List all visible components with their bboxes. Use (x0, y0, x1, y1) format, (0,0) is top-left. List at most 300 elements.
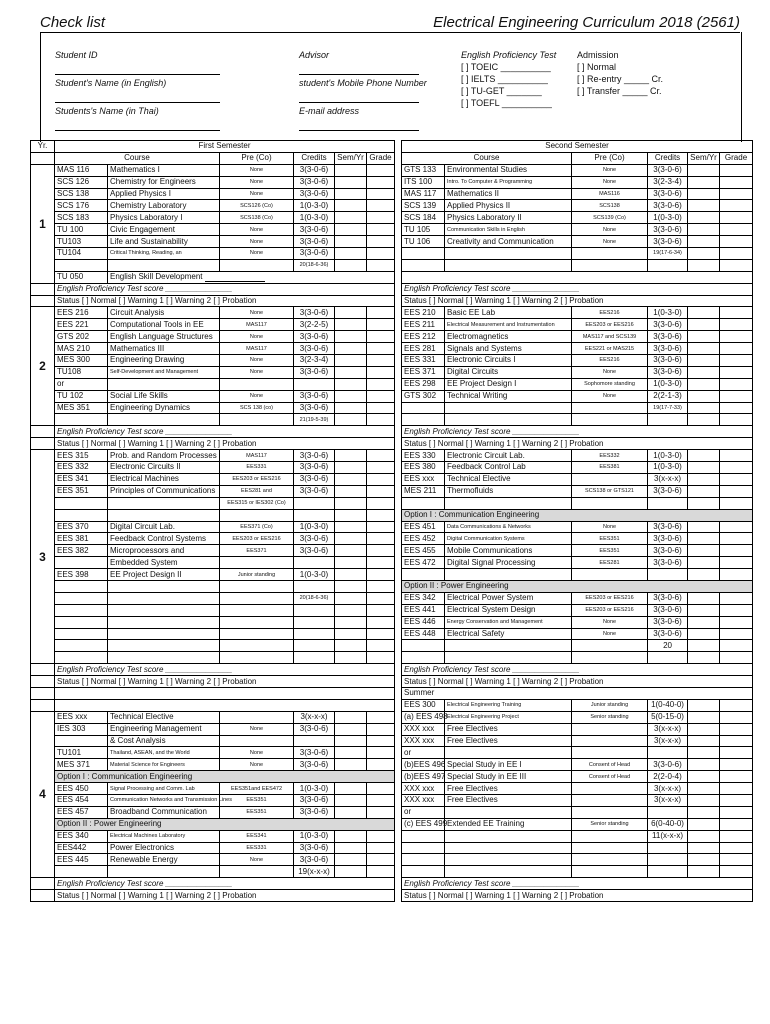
first-prerequisite: MAS117 (220, 319, 294, 331)
first-sem-yr-cell[interactable] (335, 176, 367, 188)
second-grade-cell[interactable] (720, 533, 753, 545)
second-prerequisite: None (572, 224, 648, 236)
first-sem-yr-cell[interactable] (335, 735, 367, 747)
advisor-line[interactable] (299, 74, 419, 75)
second-grade-cell[interactable] (720, 200, 753, 212)
second-course-name: Special Study in EE III (445, 771, 572, 783)
first-grade-cell[interactable] (367, 462, 395, 474)
second-grade-cell[interactable] (720, 497, 753, 509)
second-prerequisite (572, 866, 648, 878)
second-course-code: EES 300 (402, 699, 445, 711)
first-grade-cell[interactable] (367, 473, 395, 485)
second-grade-cell[interactable] (720, 402, 753, 414)
first-sem-yr-cell[interactable] (335, 212, 367, 224)
first-grade-cell[interactable] (367, 402, 395, 414)
second-sem-yr-cell[interactable] (688, 759, 720, 771)
status-checkboxes[interactable]: Status [ ] Normal [ ] Warning 1 [ ] Warning 2 [ ] Probation (402, 890, 753, 902)
first-grade-cell[interactable] (367, 200, 395, 212)
second-sem-yr-cell[interactable] (688, 200, 720, 212)
first-grade-cell[interactable] (367, 794, 395, 806)
admission-reentry-checkbox[interactable]: [ ] Re-entry _____ Cr. (577, 74, 664, 84)
second-course-name: Electrical Engineering Project (445, 711, 572, 723)
second-grade-cell[interactable] (720, 604, 753, 616)
second-sem-yr-cell[interactable] (688, 164, 720, 176)
first-grade-cell[interactable] (367, 343, 395, 355)
status-checkboxes[interactable]: Status [ ] Normal [ ] Warning 1 [ ] Warning 2 [ ] Probation (402, 295, 753, 307)
second-sem-yr-cell[interactable] (688, 806, 720, 818)
first-course-name (108, 640, 220, 652)
curriculum-table (30, 140, 753, 902)
second-course-name (445, 747, 572, 759)
first-grade-cell[interactable] (367, 390, 395, 402)
second-grade-cell[interactable] (720, 759, 753, 771)
year-1-label: 1 (31, 164, 55, 283)
second-grade-cell[interactable] (720, 699, 753, 711)
first-sem-yr-cell[interactable] (335, 557, 367, 569)
second-grade-cell[interactable] (720, 188, 753, 200)
first-grade-cell[interactable] (367, 521, 395, 533)
first-prerequisite: EES203 or EES216 (220, 473, 294, 485)
first-sem-yr-cell[interactable] (335, 259, 367, 271)
first-sem-yr-cell[interactable] (335, 521, 367, 533)
second-course-code: MAS 117 (402, 188, 445, 200)
admission-normal-checkbox[interactable]: [ ] Normal (577, 62, 617, 72)
second-course-code: EES 211 (402, 319, 445, 331)
first-grade-cell[interactable] (367, 759, 395, 771)
second-grade-cell[interactable] (720, 723, 753, 735)
course-row (31, 200, 753, 212)
email-line[interactable] (299, 130, 419, 131)
second-sem-yr-cell[interactable] (688, 533, 720, 545)
first-sem-yr-cell[interactable] (335, 806, 367, 818)
first-sem-yr-cell[interactable] (335, 366, 367, 378)
second-grade-cell[interactable] (720, 164, 753, 176)
first-credits: 1(0-3-0) (294, 830, 335, 842)
first-sem-yr-cell[interactable] (335, 319, 367, 331)
first-sem-yr-cell[interactable] (335, 307, 367, 319)
first-sem-yr-cell[interactable] (335, 569, 367, 581)
first-sem-yr-cell[interactable] (335, 759, 367, 771)
first-grade-cell[interactable] (367, 307, 395, 319)
first-grade-cell[interactable] (367, 711, 395, 723)
second-course-name: Applied Physics II (445, 200, 572, 212)
admission-transfer-checkbox[interactable]: [ ] Transfer _____ Cr. (577, 86, 662, 96)
first-sem-yr-cell[interactable] (335, 628, 367, 640)
first-sem-yr-cell[interactable] (335, 224, 367, 236)
second-sem-yr-cell[interactable] (688, 628, 720, 640)
first-grade-cell[interactable] (367, 176, 395, 188)
second-prerequisite (572, 402, 648, 414)
first-grade-cell[interactable] (367, 842, 395, 854)
first-course-code: TU104 (55, 248, 108, 260)
second-grade-cell[interactable] (720, 830, 753, 842)
first-sem-yr-cell[interactable] (335, 485, 367, 497)
second-sem-yr-cell[interactable] (688, 462, 720, 474)
student-id-line[interactable] (55, 74, 220, 75)
ept-score-line[interactable]: English Proficiency Test score _______________ (55, 878, 395, 890)
first-prerequisite: EES331 (220, 462, 294, 474)
yr-subheader (31, 152, 55, 164)
first-course-code: EES 315 (55, 450, 108, 462)
second-grade-cell[interactable] (720, 224, 753, 236)
second-sem-yr-cell[interactable] (688, 390, 720, 402)
name-en-line[interactable] (55, 102, 220, 103)
first-sem-yr-cell[interactable] (335, 652, 367, 664)
second-grade-cell[interactable] (720, 473, 753, 485)
second-grade-cell[interactable] (720, 176, 753, 188)
first-grade-cell[interactable] (367, 557, 395, 569)
second-sem-yr-cell[interactable] (688, 224, 720, 236)
first-course-name: Electrical Machines (108, 473, 220, 485)
first-course-code (55, 866, 108, 878)
second-grade-cell[interactable] (720, 783, 753, 795)
first-prerequisite: EES351 (220, 806, 294, 818)
second-prerequisite (572, 794, 648, 806)
first-sem-yr-cell[interactable] (335, 533, 367, 545)
first-sem-yr-cell[interactable] (335, 200, 367, 212)
second-grade-cell[interactable] (720, 616, 753, 628)
second-sem-yr-cell[interactable] (688, 212, 720, 224)
first-grade-cell[interactable] (367, 509, 395, 521)
second-course-code (402, 259, 445, 271)
first-sem-yr-cell[interactable] (335, 164, 367, 176)
second-sem-yr-cell[interactable] (688, 640, 720, 652)
second-grade-cell[interactable] (720, 307, 753, 319)
second-credits (648, 652, 688, 664)
first-prerequisite: None (220, 248, 294, 260)
first-grade-cell[interactable] (367, 592, 395, 604)
toeic-checkbox[interactable]: [ ] TOEIC __________ (461, 62, 551, 72)
course-row (31, 759, 753, 771)
second-sem-yr-cell[interactable] (688, 307, 720, 319)
ept-score-line[interactable]: English Proficiency Test score _______________ (402, 426, 753, 438)
first-grade-cell[interactable] (367, 188, 395, 200)
first-prerequisite (220, 735, 294, 747)
second-course-code: EES 380 (402, 462, 445, 474)
first-grade-cell[interactable] (367, 854, 395, 866)
second-sem-yr-cell[interactable] (688, 604, 720, 616)
second-sem-yr-cell[interactable] (688, 497, 720, 509)
second-grade-cell[interactable] (720, 236, 753, 248)
second-grade-cell[interactable] (720, 628, 753, 640)
first-grade-cell[interactable] (367, 331, 395, 343)
second-grade-cell[interactable] (720, 842, 753, 854)
second-grade-cell[interactable] (720, 521, 753, 533)
first-course-name: English Language Structures (108, 331, 220, 343)
first-grade-cell[interactable] (367, 747, 395, 759)
second-grade-cell[interactable] (720, 319, 753, 331)
first-grade-cell[interactable] (367, 355, 395, 367)
first-sem-yr-cell[interactable] (335, 830, 367, 842)
second-sem-yr-cell[interactable] (688, 842, 720, 854)
first-grade-cell[interactable] (367, 723, 395, 735)
second-credits (648, 497, 688, 509)
second-grade-cell[interactable] (720, 854, 753, 866)
second-prerequisite: None (572, 628, 648, 640)
second-grade-cell[interactable] (720, 652, 753, 664)
second-grade-cell[interactable] (720, 806, 753, 818)
second-sem-yr-cell[interactable] (688, 866, 720, 878)
second-grade-cell[interactable] (720, 794, 753, 806)
first-grade-cell[interactable] (367, 378, 395, 390)
status-checkboxes[interactable]: Status [ ] Normal [ ] Warning 1 [ ] Warning 2 [ ] Probation (55, 438, 395, 450)
toefl-checkbox[interactable]: [ ] TOEFL __________ (461, 98, 552, 108)
second-sem-yr-cell[interactable] (688, 378, 720, 390)
second-sem-yr-cell[interactable] (688, 485, 720, 497)
second-grade-cell[interactable] (720, 747, 753, 759)
second-sem-yr-cell[interactable] (688, 176, 720, 188)
second-grade-cell[interactable] (720, 343, 753, 355)
first-course-name (108, 497, 220, 509)
first-sem-yr-cell[interactable] (335, 842, 367, 854)
course-row (31, 378, 753, 390)
first-sem-yr-cell[interactable] (335, 188, 367, 200)
first-grade-cell[interactable] (367, 164, 395, 176)
first-sem-yr-cell[interactable] (335, 378, 367, 390)
second-grade-cell[interactable] (720, 592, 753, 604)
first-sem-yr-cell[interactable] (335, 747, 367, 759)
second-course-code (402, 402, 445, 414)
second-grade-cell[interactable] (720, 866, 753, 878)
second-sem-yr-cell[interactable] (688, 402, 720, 414)
first-grade-cell[interactable] (367, 652, 395, 664)
first-sem-yr-cell[interactable] (335, 402, 367, 414)
second-sem-yr-cell[interactable] (688, 569, 720, 581)
second-course-name: Digital Communication Systems (445, 533, 572, 545)
status-checkboxes[interactable]: Status [ ] Normal [ ] Warning 1 [ ] Warning 2 [ ] Probation (55, 890, 395, 902)
second-prerequisite (572, 640, 648, 652)
status-checkboxes[interactable]: Status [ ] Normal [ ] Warning 1 [ ] Warning 2 [ ] Probation (55, 676, 395, 688)
first-sem-yr-cell[interactable] (335, 545, 367, 557)
second-sem-yr-cell[interactable] (688, 783, 720, 795)
tuget-checkbox[interactable]: [ ] TU-GET _______ (461, 86, 542, 96)
first-sem-yr-cell[interactable] (335, 450, 367, 462)
first-sem-yr-cell[interactable] (335, 462, 367, 474)
status-checkboxes[interactable]: Status [ ] Normal [ ] Warning 1 [ ] Warning 2 [ ] Probation (55, 295, 395, 307)
second-sem-yr-cell[interactable] (688, 319, 720, 331)
second-credits: 1(0-3-0) (648, 450, 688, 462)
first-sem-yr-cell[interactable] (335, 592, 367, 604)
second-grade-cell[interactable] (720, 640, 753, 652)
second-grade-cell[interactable] (720, 569, 753, 581)
second-sem-yr-cell[interactable] (688, 723, 720, 735)
ept-score-line[interactable]: English Proficiency Test score _______________ (55, 283, 395, 295)
second-sem-yr-cell[interactable] (688, 854, 720, 866)
mobile-line[interactable] (299, 102, 419, 103)
status-checkboxes[interactable]: Status [ ] Normal [ ] Warning 1 [ ] Warning 2 [ ] Probation (402, 438, 753, 450)
second-sem-yr-cell[interactable] (688, 521, 720, 533)
second-sem-yr-cell[interactable] (688, 771, 720, 783)
second-grade-cell[interactable] (720, 771, 753, 783)
first-course-name: Civic Engagement (108, 224, 220, 236)
first-sem-yr-cell[interactable] (335, 866, 367, 878)
first-grade-cell[interactable] (367, 366, 395, 378)
second-sem-yr-cell[interactable] (688, 450, 720, 462)
first-prerequisite: EES371 (Co) (220, 521, 294, 533)
second-sem-yr-cell[interactable] (688, 248, 720, 260)
second-sem-yr-cell[interactable] (688, 747, 720, 759)
ept-score-line[interactable]: English Proficiency Test score _______________ (402, 878, 753, 890)
second-sem-yr-cell[interactable] (688, 616, 720, 628)
first-prerequisite (220, 580, 294, 592)
first-grade-cell[interactable] (367, 497, 395, 509)
ielts-checkbox[interactable]: [ ] IELTS __________ (461, 74, 548, 84)
second-sem-yr-cell[interactable] (688, 366, 720, 378)
second-grade-cell[interactable] (720, 355, 753, 367)
second-sem-yr-cell[interactable] (688, 652, 720, 664)
first-sem-yr-cell[interactable] (335, 236, 367, 248)
second-grade-cell[interactable] (720, 212, 753, 224)
second-credits: 3(3-0-6) (648, 604, 688, 616)
course-row (31, 509, 753, 521)
first-grade-cell[interactable] (367, 414, 395, 426)
second-prerequisite: Consent of Head (572, 759, 648, 771)
first-sem-yr-cell[interactable] (335, 497, 367, 509)
second-course-code (402, 830, 445, 842)
second-grade-cell[interactable] (720, 711, 753, 723)
first-course-name: Material Science for Engineers (108, 759, 220, 771)
first-credits: 3(3-0-6) (294, 462, 335, 474)
second-credits: 3(3-0-6) (648, 236, 688, 248)
second-grade-cell[interactable] (720, 735, 753, 747)
second-sem-yr-cell[interactable] (688, 794, 720, 806)
first-credits: 1(0-3-0) (294, 521, 335, 533)
second-grade-cell[interactable] (720, 450, 753, 462)
first-grade-cell[interactable] (367, 806, 395, 818)
first-grade-cell[interactable] (367, 569, 395, 581)
second-grade-cell[interactable] (720, 366, 753, 378)
second-sem-yr-cell[interactable] (688, 818, 720, 830)
second-grade-cell[interactable] (720, 378, 753, 390)
second-grade-cell[interactable] (720, 390, 753, 402)
second-grade-cell[interactable] (720, 248, 753, 260)
first-sem-yr-cell[interactable] (335, 794, 367, 806)
second-grade-cell[interactable] (720, 259, 753, 271)
ept-score-line[interactable]: English Proficiency Test score _______________ (55, 426, 395, 438)
first-sem-yr-cell[interactable] (335, 616, 367, 628)
first-credits: 3(2-3-4) (294, 355, 335, 367)
first-sem-yr-cell[interactable] (335, 783, 367, 795)
second-option-heading: Option I : Communication Engineering (402, 509, 753, 521)
second-grade-cell[interactable] (720, 414, 753, 426)
second-sem-yr-cell[interactable] (688, 473, 720, 485)
first-grade-cell[interactable] (367, 545, 395, 557)
status-checkboxes[interactable]: Status [ ] Normal [ ] Warning 1 [ ] Warning 2 [ ] Probation (402, 676, 753, 688)
second-grade-cell[interactable] (720, 331, 753, 343)
first-credits: 3(x-x-x) (294, 711, 335, 723)
first-grade-cell[interactable] (367, 628, 395, 640)
first-grade-cell[interactable] (367, 248, 395, 260)
first-sem-yr-cell[interactable] (335, 331, 367, 343)
course-row (31, 176, 753, 188)
second-sem-yr-cell[interactable] (688, 830, 720, 842)
first-sem-yr-cell[interactable] (335, 723, 367, 735)
first-sem-yr-cell[interactable] (335, 390, 367, 402)
second-sem-yr-cell[interactable] (688, 592, 720, 604)
second-sem-yr-cell[interactable] (688, 188, 720, 200)
first-sem-yr-cell[interactable] (335, 580, 367, 592)
second-grade-cell[interactable] (720, 818, 753, 830)
first-grade-cell[interactable] (367, 485, 395, 497)
second-course-name: Mobile Communications (445, 545, 572, 557)
first-grade-cell[interactable] (367, 866, 395, 878)
first-grade-cell[interactable] (367, 450, 395, 462)
first-grade-cell[interactable] (367, 224, 395, 236)
first-grade-cell[interactable] (367, 580, 395, 592)
first-grade-cell[interactable] (367, 616, 395, 628)
semester-gap (395, 438, 402, 450)
second-grade-cell[interactable] (720, 462, 753, 474)
second-sem-yr-cell[interactable] (688, 355, 720, 367)
first-grade-cell[interactable] (367, 830, 395, 842)
first-course-code: EES 216 (55, 307, 108, 319)
second-prerequisite: Senior standing (572, 818, 648, 830)
first-grade-cell[interactable] (367, 604, 395, 616)
first-grade-cell[interactable] (367, 533, 395, 545)
second-sem-yr-cell[interactable] (688, 735, 720, 747)
ept-score-line[interactable]: English Proficiency Test score _______________ (55, 664, 395, 676)
second-sem-yr-cell[interactable] (688, 259, 720, 271)
name-th-line[interactable] (55, 130, 220, 131)
second-sem-yr-cell[interactable] (688, 711, 720, 723)
first-course-code: EES 351 (55, 485, 108, 497)
first-sem-yr-cell[interactable] (335, 414, 367, 426)
ept-score-line[interactable]: English Proficiency Test score _______________ (402, 283, 753, 295)
first-sem-yr-cell[interactable] (335, 355, 367, 367)
second-course-name: Electrical Measurement and Instrumentation (445, 319, 572, 331)
first-grade-cell[interactable] (367, 640, 395, 652)
second-grade-cell[interactable] (720, 485, 753, 497)
second-sem-yr-cell[interactable] (688, 545, 720, 557)
first-credits: 3(3-0-6) (294, 473, 335, 485)
second-grade-cell[interactable] (720, 545, 753, 557)
semester-gap (395, 188, 402, 200)
first-sem-yr-cell[interactable] (335, 343, 367, 355)
first-sem-yr-cell[interactable] (335, 711, 367, 723)
first-course-code: EES 381 (55, 533, 108, 545)
second-sem-yr-cell[interactable] (688, 414, 720, 426)
first-grade-cell[interactable] (367, 783, 395, 795)
first-sem-yr-cell[interactable] (335, 248, 367, 260)
course-row (31, 497, 753, 509)
checklist-title: Check list (40, 14, 106, 31)
first-grade-cell[interactable] (367, 735, 395, 747)
first-grade-cell[interactable] (367, 319, 395, 331)
first-course-code (55, 497, 108, 509)
tu050-blank[interactable] (205, 274, 265, 282)
first-sem-yr-cell[interactable] (335, 473, 367, 485)
first-sem-yr-cell[interactable] (335, 604, 367, 616)
second-grade-cell[interactable] (720, 557, 753, 569)
first-grade-cell[interactable] (367, 259, 395, 271)
first-prerequisite: None (220, 747, 294, 759)
second-sem-yr-cell[interactable] (688, 331, 720, 343)
first-sem-yr-cell[interactable] (335, 509, 367, 521)
first-course-name: Mathematics I (108, 164, 220, 176)
first-sem-yr-cell[interactable] (335, 854, 367, 866)
second-sem-yr-cell[interactable] (688, 557, 720, 569)
ept-score-line[interactable]: English Proficiency Test score _______________ (402, 664, 753, 676)
first-credits: 3(3-0-6) (294, 176, 335, 188)
first-course-name: & Cost Analysis (108, 735, 220, 747)
second-sem-yr-cell[interactable] (688, 343, 720, 355)
first-grade-cell[interactable] (367, 236, 395, 248)
second-sem-yr-cell[interactable] (688, 699, 720, 711)
first-sem-yr-cell[interactable] (335, 640, 367, 652)
second-sem-yr-cell[interactable] (688, 236, 720, 248)
first-grade-cell[interactable] (367, 212, 395, 224)
first-prerequisite (220, 378, 294, 390)
